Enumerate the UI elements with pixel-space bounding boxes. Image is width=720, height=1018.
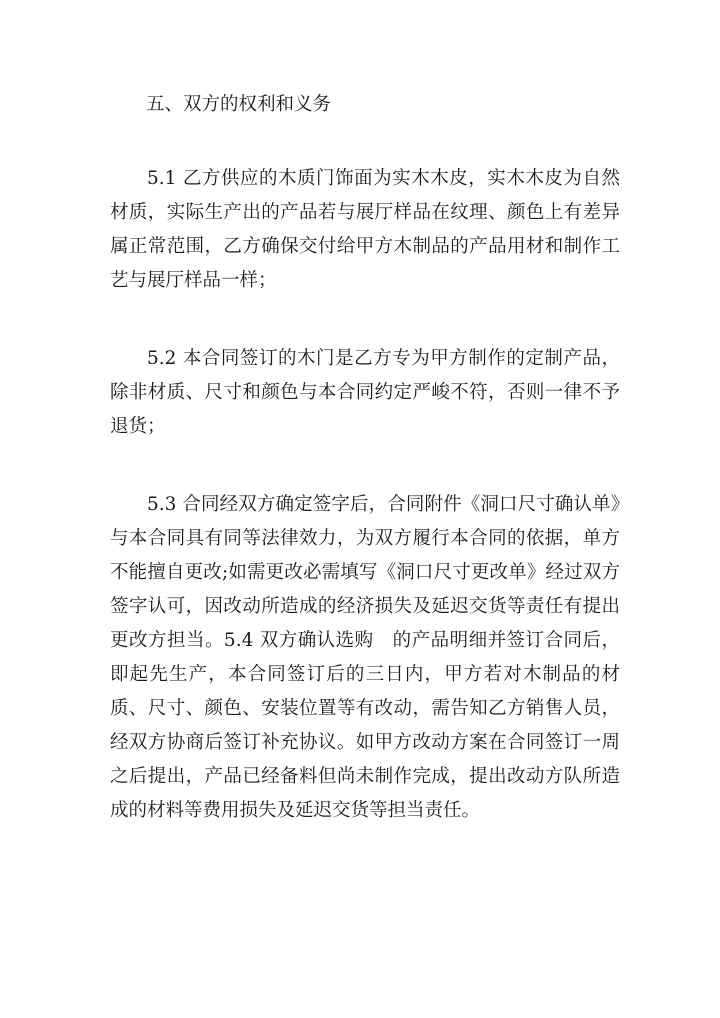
document-body (110, 88, 620, 828)
clause-5-1: 5.1 乙方供应的木质门饰面为实木木皮，实木木皮为自然材质，实际生产出的产品若与展厅样品在纹理、颜色上有差异属正常范围，乙方确保交付给甲方木制品的产品用材和制作工艺与展厅样品一样； (110, 168, 620, 291)
clause-5-3-5-4: 5.3 合同经双方确定签字后，合同附件《洞口尺寸确认单》与本合同具有同等法律效力，为双方履行本合同的依据，单方不能擅自更改;如需更改必需填写《洞口尺寸更改单》经过双方签字认可，因改动所造成的经济损失及延迟交货等责任有提出更改方担当。5.4 双方确认选购 的产品明细并签订合同后，即起先生产，本合同签订后的三日内，甲方若对木制品的材质、尺寸、颜色、安装位置等有改动，需告知乙方销售人员，经双方协商后签订补充协议。如甲方改动方案在合同签订一周之后提出，产品已经备料但尚未制作完成，提出改动方队所造成的材料等费用损失及延迟交货等担当责任。 (110, 494, 620, 821)
clause-5-2: 5.2 本合同签订的木门是乙方专为甲方制作的定制产品，除非材质、尺寸和颜色与本合同约定严峻不符，否则一律不予退货； (110, 348, 620, 437)
section-heading: 五、双方的权利和义务 (146, 94, 332, 115)
